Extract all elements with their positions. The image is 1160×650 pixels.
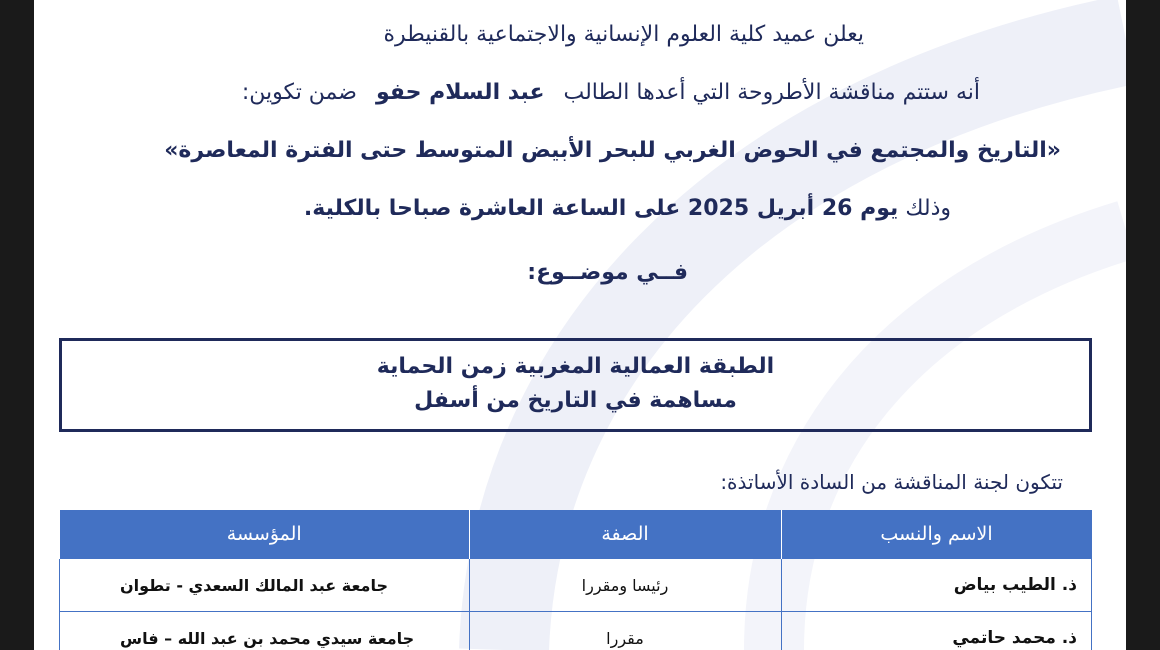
- member-name: ذ. محمد حاتمي: [781, 612, 1092, 650]
- member-institution: جامعة سيدي محمد بن عبد الله – فاس: [60, 612, 470, 650]
- committee-intro: تتكون لجنة المناقشة من السادة الأساتذة:: [720, 470, 1063, 494]
- document-page: [34, 0, 1126, 650]
- member-name: ذ. الطيب بياض: [781, 559, 1092, 612]
- program-title: «التاريخ والمجتمع في الحوض الغربي للبحر الأبيض المتوسط حتى الفترة المعاصرة»: [164, 138, 1061, 163]
- announcement-line-2-suffix: ضمن تكوين:: [241, 80, 357, 105]
- table-row: [60, 559, 1092, 612]
- header-role: الصفة: [469, 510, 781, 559]
- member-institution: جامعة عبد المالك السعدي - تطوان: [60, 559, 470, 612]
- table-row: [60, 612, 1092, 650]
- member-role: رئيسا ومقررا: [469, 559, 781, 612]
- committee-table: [59, 510, 1092, 650]
- announcement-line-4: [304, 196, 951, 221]
- defense-datetime: يوم 26 أبريل 2025 على الساعة العاشرة صباحا بالكلية.: [303, 196, 899, 221]
- committee-table-header: [60, 510, 1092, 559]
- member-role: مقررا: [469, 612, 781, 650]
- announcement-line-2: [242, 80, 980, 105]
- header-institution: المؤسسة: [60, 510, 470, 559]
- thesis-subject-box: [59, 338, 1092, 432]
- thesis-subject-line-2: مساهمة في التاريخ من أسفل: [414, 388, 737, 413]
- student-name: عبد السلام حفو: [375, 80, 545, 105]
- header-name: الاسم والنسب: [781, 510, 1092, 559]
- announcement-line-1: يعلن عميد كلية العلوم الإنسانية والاجتماعية بالقنيطرة: [383, 22, 864, 47]
- announcement-line-4-prefix: وذلك: [905, 196, 951, 221]
- announcement-line-2-prefix: أنه ستتم مناقشة الأطروحة التي أعدها الطالب: [563, 80, 980, 105]
- thesis-subject-line-1: الطبقة العمالية المغربية زمن الحماية: [376, 354, 775, 379]
- subject-heading: فــي موضــوع:: [527, 260, 688, 285]
